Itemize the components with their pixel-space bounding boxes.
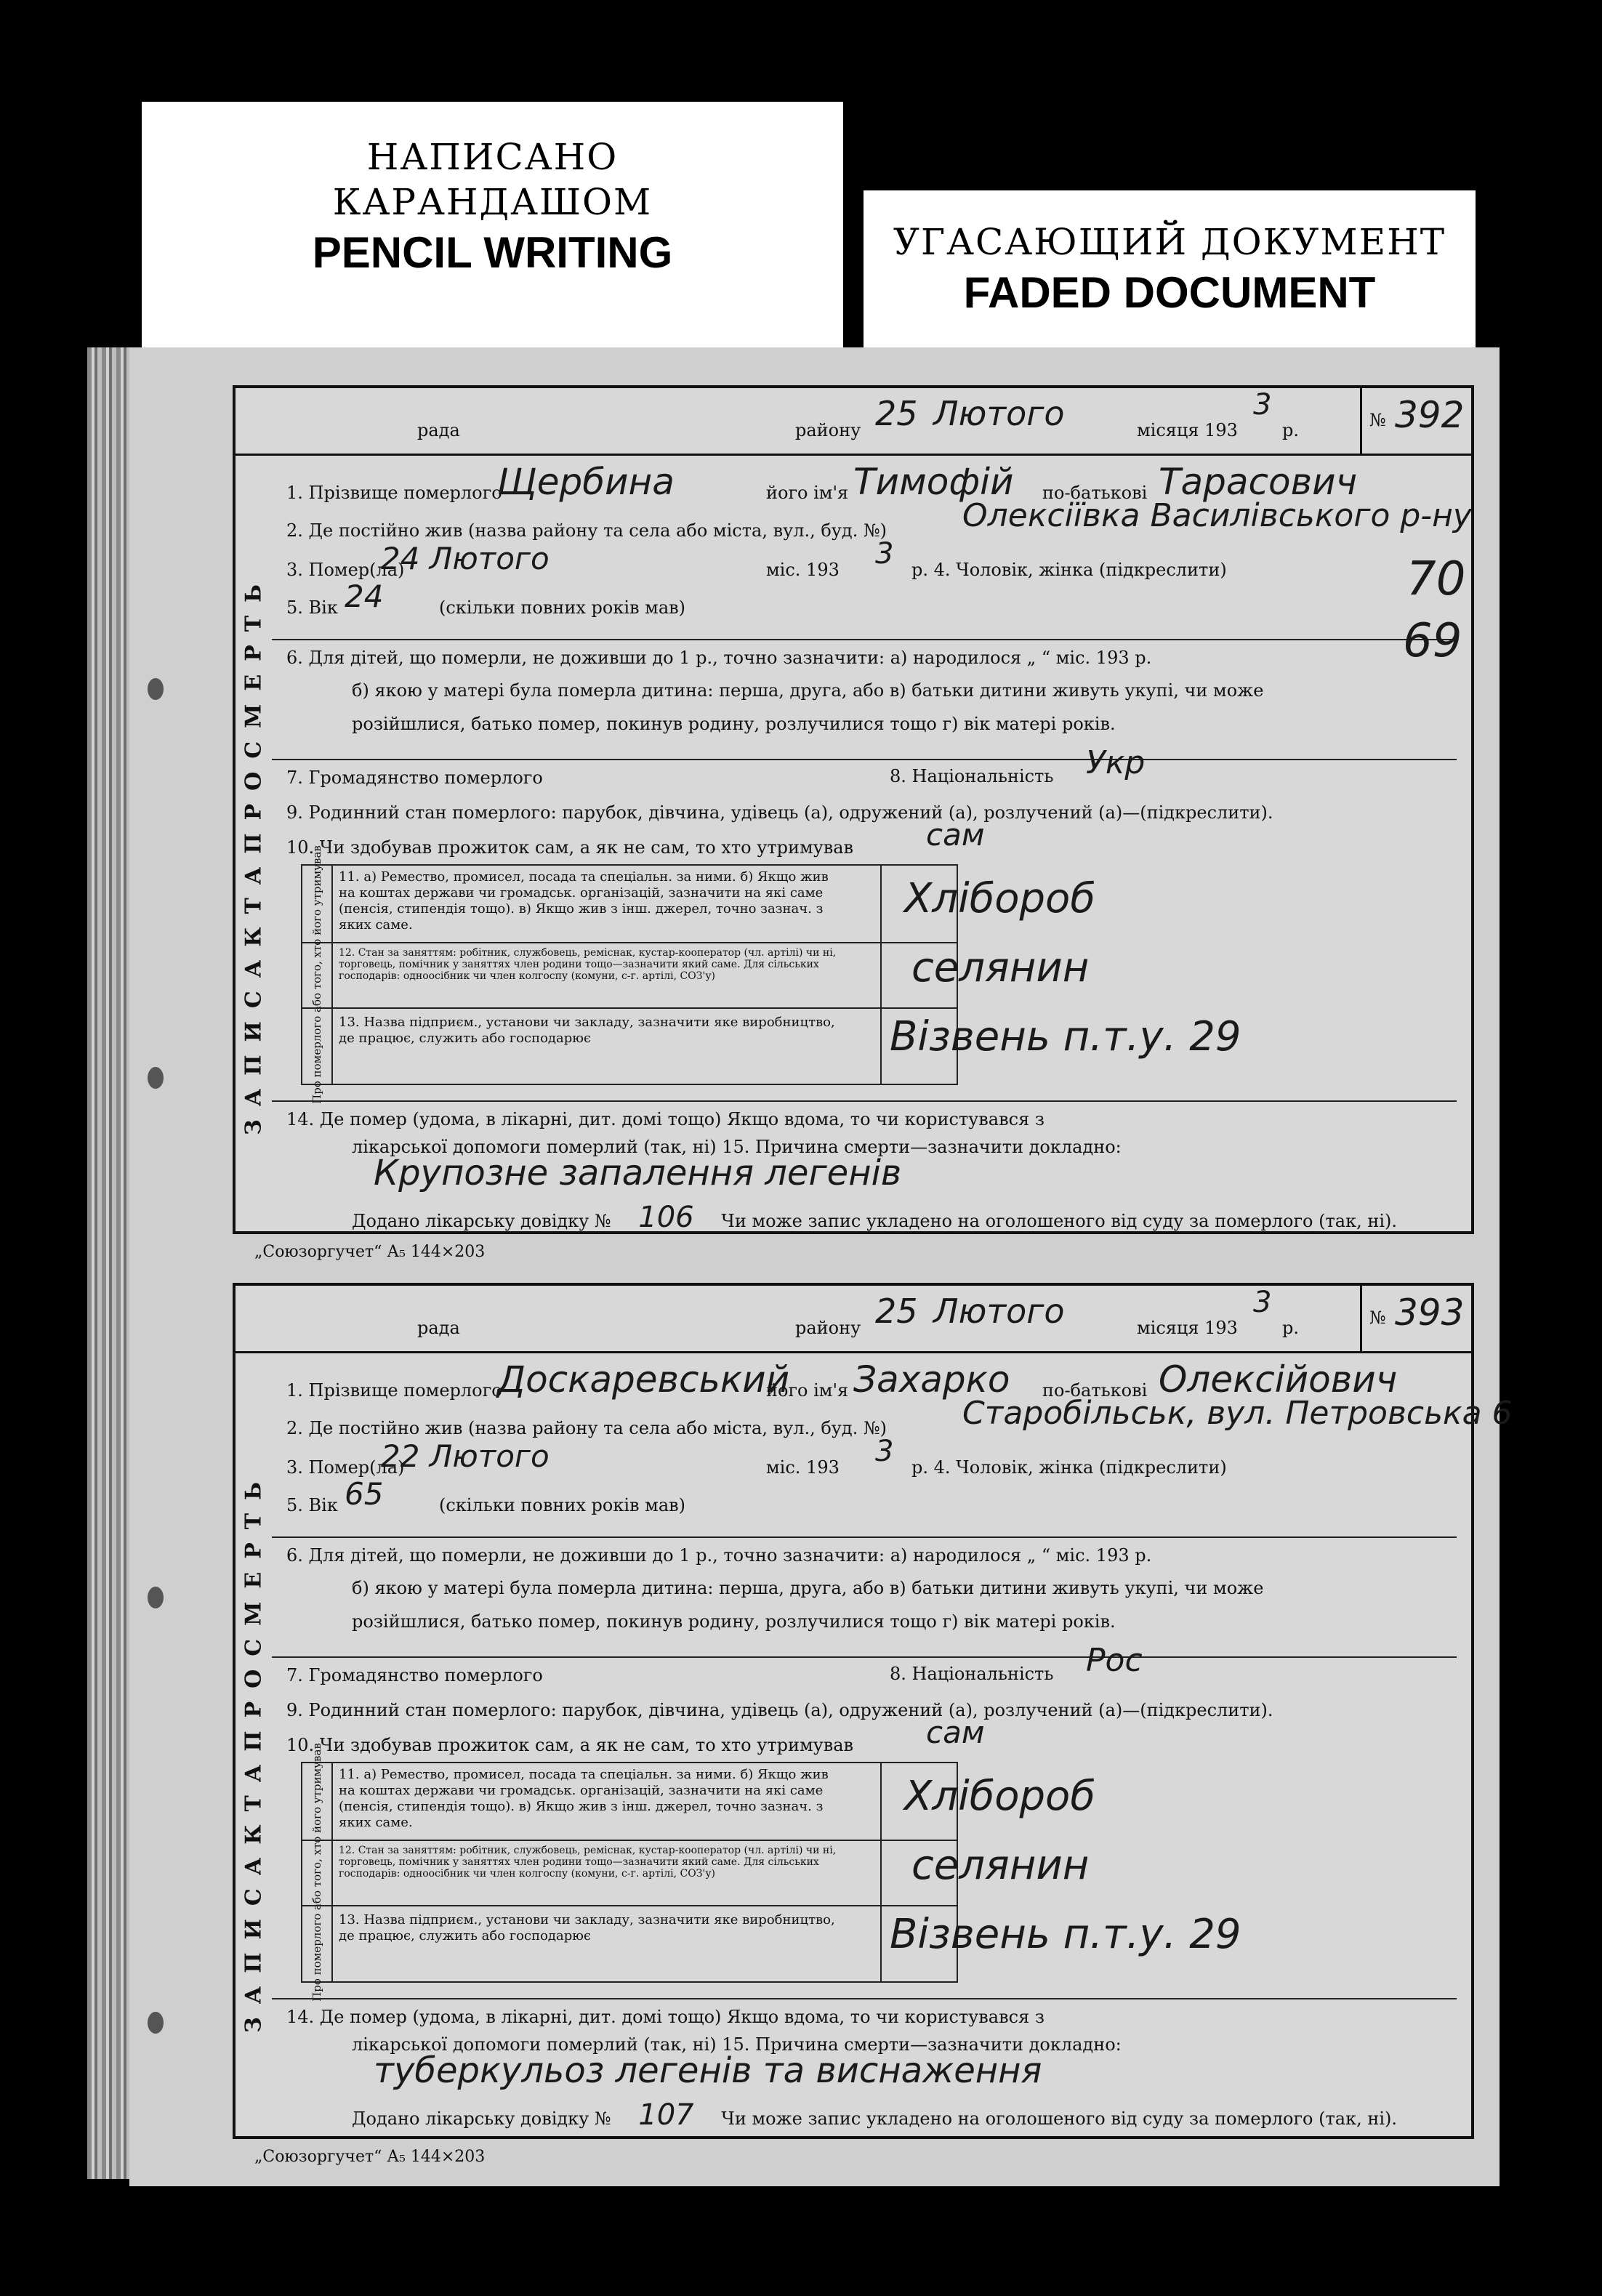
death-record-form [233, 1283, 1513, 2139]
line-citizenship: 7. Громадянство померлого [272, 1656, 1457, 1685]
patronymic-value: Тарасович [1159, 461, 1358, 503]
nationality-value: Укр [1086, 744, 1146, 781]
raionu-label: району [795, 420, 861, 440]
date-died-value: 24 Лютого [381, 541, 550, 576]
cause-value: туберкульоз легенів та виснаження [374, 2050, 1042, 2091]
status-value: селянин [911, 944, 1090, 991]
line-certificate: Додано лікарську довідку № 106 Чи може запис укладено на оголошеного від суду за померлого (так, ні). [352, 1201, 1397, 1234]
day-value: 25 [875, 1292, 918, 1331]
nationality-label: 8. Національність [890, 1664, 1054, 1684]
occupation-value: Хлібороб [904, 875, 1095, 922]
certificate-number: 107 [638, 2098, 694, 2132]
year-value: 3 [1253, 388, 1272, 422]
line-age: 5. Вік [286, 1495, 338, 1515]
line-surname: 1. Прізвище померлого [286, 1380, 502, 1401]
raionu-label: району [795, 1318, 861, 1338]
month-label: місяця 193 [1137, 1318, 1238, 1338]
occupation-side-label: Про померлого або того, хто його утримував [302, 1763, 333, 1981]
age-note: (скільки повних років мав) [439, 1495, 686, 1515]
date-died-value: 22 Лютого [381, 1438, 550, 1474]
support-value: сам [926, 817, 985, 853]
occupation-q12: 12. Стан за заняттям: робітник, службовець, реміснак, кустар-кооператор (чл. артілі) чи ні, торговець, помічник у заняттях член родини тощо—зазначити який саме. Для сільських господарів: одноосібник чи член колгоспу (комуни, с-г. артілі, СОЗ'у) [339, 947, 837, 982]
r-label: р. [1282, 1318, 1299, 1338]
age-value: 24 [345, 579, 384, 614]
line-place-death: 14. Де помер (удома, в лікарні, дит. домі тощо) Якщо вдома, то чи користувався з [272, 1998, 1457, 2027]
form-footer: „Союзоргучет“ А₅ 144×203 [254, 2148, 486, 2166]
patronymic-label: по-батькові [1042, 483, 1148, 503]
occupation-q13: 13. Назва підприєм., установи чи закладу, зазначити яке виробництво, де працює, служить або господарює [339, 1912, 835, 1943]
line-died: 3. Помер(ла) [286, 560, 405, 580]
line-children-c: розійшлися, батько помер, покинув родину, розлучилися тощо г) вік матері років. [352, 1611, 1116, 1632]
label-en: FADED DOCUMENT [963, 268, 1376, 317]
line-support: 10. Чи здобував прожиток сам, а як не сам, то хто утримував [286, 837, 854, 858]
side-title: ЗАПИСАКТАПРОСМЕРТЬ [241, 1469, 267, 2033]
occupation-q12: 12. Стан за заняттям: робітник, службовець, реміснак, кустар-кооператор (чл. артілі) чи ні, торговець, помічник у заняттях член родини тощо—зазначити який саме. Для сільських господарів: одноосібник чи член колгоспу (комуни, с-г. артілі, СОЗ'у) [339, 1845, 837, 1880]
line-children: 6. Для дітей, що померли, не доживши до 1 р., точно зазначити: а) народилося „ “ міс. 193 р. [272, 1536, 1457, 1566]
punch-hole [148, 1587, 164, 1608]
line-certificate: Додано лікарську довідку № 107 Чи може запис укладено на оголошеного від суду за померлого (так, ні). [352, 2098, 1397, 2132]
residence-value: Олексіївка Василівського р-ну [962, 497, 1472, 534]
side-title: ЗАПИСАКТАПРОСМЕРТЬ [241, 571, 267, 1135]
record-number: 392 [1395, 394, 1465, 436]
margin-note: 70 [1406, 552, 1466, 606]
age-note: (скільки повних років мав) [439, 597, 686, 618]
record-number-box [1360, 1286, 1471, 1351]
line-medical: лікарської допомоги померлий (так, ні) 15. Причина смерти—зазначити докладно: [352, 1137, 1122, 1157]
name-label: його ім'я [766, 483, 849, 503]
record-number: 393 [1395, 1292, 1465, 1334]
month-label: місяця 193 [1137, 420, 1238, 440]
occupation-q11: 11. а) Ремество, промисел, посада та спеціальн. за ними. б) Якщо жив на коштах держави чи громадськ. організацій, зазначити на які саме (пенсія, стипендія тощо). в) Якщо жив з інш. джерел, точно зазнач. з яких саме. [339, 1767, 829, 1830]
occupation-q11: 11. а) Ремество, промисел, посада та спеціальн. за ними. б) Якщо жив на коштах держави чи громадськ. організацій, зазначити на які саме (пенсія, стипендія тощо). в) Якщо жив з інш. джерел, точно зазнач. з яких саме. [339, 869, 829, 933]
form-footer: „Союзоргучет“ А₅ 144×203 [254, 1243, 486, 1261]
name-value: Захарко [853, 1358, 1010, 1401]
line-surname: 1. Прізвище померлого [286, 483, 502, 503]
patronymic-label: по-батькові [1042, 1380, 1148, 1401]
line-children-b: б) якою у матері була померла дитина: перша, друга, або в) батьки дитини живуть укупі, чи може [352, 680, 1264, 701]
nationality-label: 8. Національність [890, 766, 1054, 786]
line-children: 6. Для дітей, що померли, не доживши до 1 р., точно зазначити: а) народилося „ “ міс. 193 р. [272, 639, 1457, 668]
cause-value: Крупозне запалення легенів [374, 1153, 902, 1193]
death-record-form [233, 385, 1474, 1234]
rada-label: рада [417, 420, 460, 440]
rada-label: рада [417, 1318, 460, 1338]
line-died: 3. Помер(ла) [286, 1457, 405, 1478]
line-marital: 9. Родинний стан померлого: парубок, дівчина, удівець (а), одружений (а), розлучений (а)—(підкреслити). [286, 802, 1273, 823]
occupation-value: Хлібороб [904, 1773, 1095, 1820]
line-support: 10. Чи здобував прожиток сам, а як не сам, то хто утримував [286, 1735, 854, 1755]
label-ru-line2: КАРАНДАШОМ [332, 181, 653, 223]
patronymic-value: Олексійович [1159, 1358, 1398, 1401]
no-label: № [1369, 1308, 1386, 1328]
surname-value: Доскаревський [497, 1358, 790, 1401]
form-header [236, 388, 1471, 456]
mis-label: міс. 193 [766, 560, 840, 580]
age-value: 65 [345, 1476, 384, 1512]
year-value: 3 [1253, 1286, 1272, 1319]
workplace-value: Візвень п.т.у. 29 [890, 1013, 1241, 1060]
year-died-value: 3 [875, 1435, 894, 1468]
line-residence: 2. Де постійно жив (назва району та села або міста, вул., буд. №) [286, 520, 887, 541]
line-medical: лікарської допомоги померлий (так, ні) 15. Причина смерти—зазначити докладно: [352, 2034, 1122, 2055]
residence-value: Старобільськ, вул. Петровська 6 [962, 1395, 1513, 1432]
punch-hole [148, 2012, 164, 2034]
line-age: 5. Вік [286, 597, 338, 618]
occupation-side-label: Про померлого або того, хто його утримував [302, 866, 333, 1084]
name-value: Тимофій [853, 461, 1014, 503]
support-value: сам [926, 1715, 985, 1750]
mis-label: міс. 193 [766, 1457, 840, 1478]
year-died-value: 3 [875, 537, 894, 571]
line-children-c: розійшлися, батько помер, покинув родину, розлучилися тощо г) вік матері років. [352, 714, 1116, 734]
line-marital: 9. Родинний стан померлого: парубок, дівчина, удівець (а), одружений (а), розлучений (а)—(підкреслити). [286, 1700, 1273, 1720]
line-residence: 2. Де постійно жив (назва району та села або міста, вул., буд. №) [286, 1418, 887, 1438]
form-header [236, 1286, 1471, 1353]
line-children-b: б) якою у матері була померла дитина: перша, друга, або в) батьки дитини живуть укупі, чи може [352, 1578, 1264, 1598]
punch-hole [148, 678, 164, 700]
sex-label: р. 4. Чоловік, жінка (підкреслити) [911, 1457, 1227, 1478]
month-value: Лютого [933, 1292, 1065, 1331]
occupation-q13: 13. Назва підприєм., установи чи закладу, зазначити яке виробництво, де працює, служить або господарює [339, 1015, 835, 1046]
r-label: р. [1282, 420, 1299, 440]
surname-value: Щербина [497, 461, 675, 503]
punch-hole [148, 1067, 164, 1089]
label-en: PENCIL WRITING [312, 228, 673, 277]
pencil-writing-label [142, 102, 843, 349]
label-ru: УГАСАЮЩИЙ ДОКУМЕНТ [893, 221, 1446, 263]
certificate-number: 106 [638, 1201, 694, 1234]
no-label: № [1369, 410, 1386, 430]
nationality-value: Рос [1086, 1642, 1143, 1679]
month-value: Лютого [933, 394, 1065, 433]
status-value: селянин [911, 1842, 1090, 1889]
day-value: 25 [875, 394, 918, 433]
workplace-value: Візвень п.т.у. 29 [890, 1911, 1241, 1958]
record-number-box [1360, 388, 1471, 454]
margin-note: 69 [1403, 614, 1462, 668]
line-citizenship: 7. Громадянство померлого [272, 759, 1457, 788]
sex-label: р. 4. Чоловік, жінка (підкреслити) [911, 560, 1227, 580]
line-place-death: 14. Де помер (удома, в лікарні, дит. домі тощо) Якщо вдома, то чи користувався з [272, 1100, 1457, 1129]
name-label: його ім'я [766, 1380, 849, 1401]
label-ru-line1: НАПИСАНО [366, 136, 619, 178]
